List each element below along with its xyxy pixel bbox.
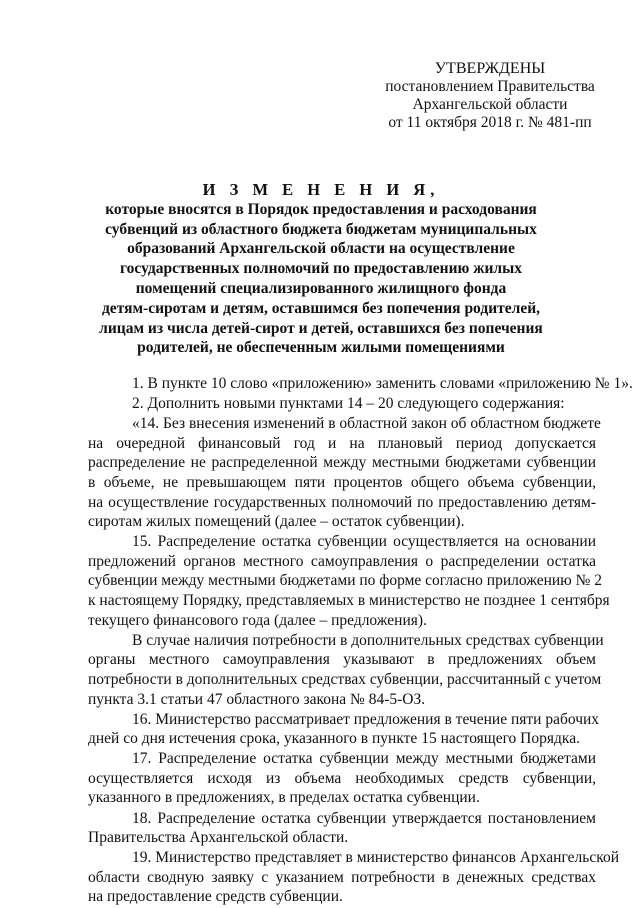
paragraph-line: текущего финансового года (далее – предложения). [88, 611, 427, 629]
paragraph-line: В случае наличия потребности в дополнительных средствах субвенции [132, 631, 604, 649]
paragraph-line: сиротам жилых помещений (далее – остаток субвенции). [88, 513, 465, 531]
paragraph-line: органы местного самоуправления указывают в предложениях объем [88, 651, 596, 669]
title-line: субвенций из областного бюджета бюджетам муниципальных [105, 220, 537, 238]
approval-stamp [368, 60, 612, 132]
approval-line: Архангельской области [412, 96, 568, 113]
title-line: лицам из числа детей-сирот и детей, оставшихся без попечения [99, 319, 543, 337]
paragraph-line: потребности в дополнительных средствах субвенции, рассчитанный с учетом [88, 670, 602, 688]
title-line: помещений специализированного жилищного фонда [135, 279, 507, 297]
approval-heading: УТВЕРЖДЕНЫ [434, 60, 546, 77]
paragraph [88, 532, 610, 630]
paragraph-line: 18. Распределение остатка субвенции утверждается постановлением [132, 809, 596, 827]
paragraph-line: Правительства Архангельской области. [88, 829, 349, 847]
paragraph-line: 19. Министерство представляет в министерство финансов Архангельской [132, 849, 619, 867]
approval-line: от 11 октября 2018 г. № 481-пп [388, 114, 592, 131]
paragraph-line: в объеме, не превышающем пяти процентов общего объема субвенции, [88, 473, 596, 491]
paragraph-line: дней со дня истечения срока, указанного в пункте 15 настоящего Порядка. [88, 730, 580, 748]
paragraph [88, 749, 596, 808]
paragraph-line: 17. Распределение остатка субвенции между местными бюджетами [132, 750, 596, 768]
paragraph-line: 1. В пункте 10 слово «приложению» заменить словами «приложению № 1». [132, 375, 633, 392]
title-heading: И З М Е Н Е Н И Я, [202, 180, 440, 199]
paragraph-line: области сводную заявку с указанием потребности в денежных средствах [88, 868, 596, 886]
paragraph [88, 631, 604, 709]
paragraph-line: на предоставление средств субвенции. [88, 888, 343, 906]
document-body [88, 374, 633, 908]
paragraph-line: осуществляется исходя из объема необходимых средств субвенции, [88, 769, 596, 787]
paragraph-line: на очередной финансовый год и на плановый период допускается [88, 434, 596, 452]
title-line: государственных полномочий по предоставлению жилых [120, 260, 522, 278]
paragraph-line: пункта 3.1 статьи 47 областного закона № 84-5-ОЗ. [88, 690, 426, 708]
paragraph [88, 414, 601, 532]
paragraph [88, 848, 619, 907]
paragraph-line: предложений органов местного самоуправления о распределении остатка [88, 552, 596, 570]
paragraph-line: субвенции между местными бюджетами по форме согласно приложению № 2 [88, 572, 603, 590]
paragraph-line: к настоящему Порядку, представляемых в министерство не позднее 1 сентября [88, 592, 610, 610]
paragraph-line: 15. Распределение остатка субвенции осуществляется на основании [132, 533, 596, 551]
paragraph-line: 2. Дополнить новыми пунктами 14 – 20 следующего содержания: [132, 395, 565, 413]
title-line: образований Архангельской области на осуществление [127, 240, 515, 258]
paragraph [88, 809, 596, 848]
paragraph [88, 394, 596, 414]
document-title [80, 180, 562, 358]
paragraph-line: 16. Министерство рассматривает предложения в течение пяти рабочих [132, 710, 600, 728]
title-line: детям-сиротам и детям, оставшимся без попечения родителей, [101, 299, 541, 317]
title-line: которые вносятся в Порядок предоставления и расходования [105, 200, 537, 218]
paragraph [88, 374, 633, 394]
approval-line: постановлением Правительства [385, 78, 595, 95]
paragraph-line: указанного в предложениях, в пределах остатка субвенции. [88, 789, 480, 807]
paragraph-line: на осуществление государственных полномочий по предоставлению детям- [88, 493, 596, 511]
title-line: родителей, не обеспеченным жилыми помещениями [137, 339, 505, 357]
paragraph-line: «14. Без внесения изменений в областной закон об областном бюджете [132, 415, 601, 433]
paragraph [88, 710, 600, 749]
paragraph-line: распределение не распределенной между местными бюджетами субвенции [88, 454, 596, 472]
